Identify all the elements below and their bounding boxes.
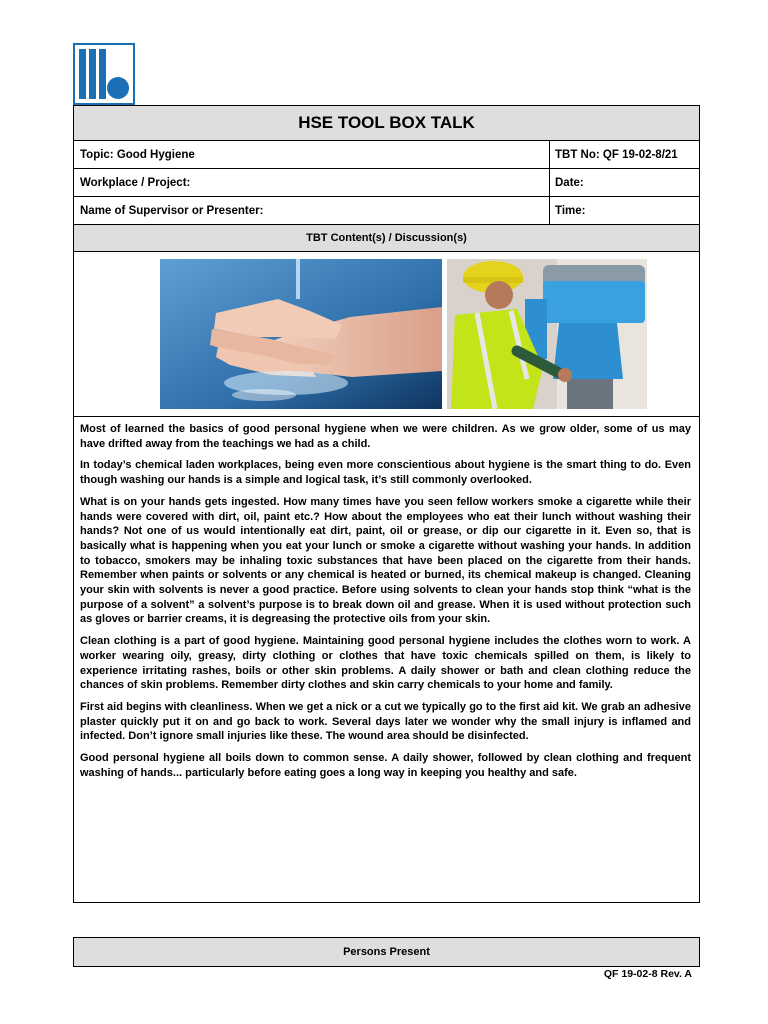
company-logo: [73, 43, 135, 105]
content-section-header: TBT Content(s) / Discussion(s): [74, 225, 699, 252]
worker-washing-station-photo: [447, 259, 647, 409]
time-label: Time:: [555, 204, 586, 217]
supervisor-row: [74, 197, 699, 225]
discussion-content: [80, 422, 691, 787]
workplace-row: [74, 169, 699, 197]
form-revision-footer: QF 19-02-8 Rev. A: [603, 968, 692, 980]
column-divider: [549, 141, 550, 225]
form-title: HSE TOOL BOX TALK: [74, 106, 699, 141]
paragraph: First aid begins with cleanliness. When we get a nick or a cut we typically go to the first aid kit. We grab an adhesive plaster quickly put it on and go back to work. Several days later we wonder why the small injury is inflamed and infected. Don’t ignore small injuries like these. The wound area should be disinfected.: [80, 700, 691, 743]
topic-label: Topic: Good Hygiene: [80, 148, 195, 161]
topic-row: [74, 141, 699, 169]
paragraph: Most of learned the basics of good personal hygiene when we were children. As we grow older, some of us may have drifted away from the teachings we had as a child.: [80, 423, 691, 450]
supervisor-label: Name of Supervisor or Presenter:: [80, 204, 264, 217]
persons-present-header: Persons Present: [73, 937, 700, 967]
paragraph: In today’s chemical laden workplaces, being even more conscientious about hygiene is the smart thing to do. Even though washing our hands is a simple and logical task, it’s still commonly overlooked.: [80, 459, 691, 487]
date-label: Date:: [555, 176, 584, 189]
toolbox-talk-form: [73, 105, 700, 903]
handwashing-photo: [160, 259, 442, 409]
paragraph: Good personal hygiene all boils down to common sense. A daily shower, followed by clean clothing and frequent washing of hands... particularly before eating goes a long way in keeping you healthy and safe.: [80, 752, 691, 779]
workplace-label: Workplace / Project:: [80, 176, 191, 189]
paragraph: What is on your hands gets ingested. How many times have you seen fellow workers smoke a cigarette while their hands were covered with dirt, oil, paint etc.? How about the employees who eat their lunch without washing their hands? Not one of us would intentionally eat dirt, paint, oil or grease, or dip our cigarette in it. Even so, that is basically what is happening when you eat your lunch or smoke a cigarette without washing your hands. In addition to tobacco, smokers may be inhaling toxic substances that have been placed on the cigarette from their hands. Remember when paints or solvents or any chemical is heated or burned, its chemical makeup is changed. Cleaning your skin with solvents is never a good practice. Before using solvents to clean your hands stop think “what is the purpose of a solvent” a solvent’s purpose is to break down oil and grease. When it is used without protection such as gloves or barrier creams, it is degreasing the protective oils from your skin.: [80, 495, 691, 626]
paragraph: Clean clothing is a part of good hygiene. Maintaining good personal hygiene includes the clothes worn to work. A worker wearing oily, greasy, dirty clothing or clothes that have toxic chemicals spilled on them, is likely to experience irritating rashes, boils or other skin problems. A daily shower or bath and clean clothing reduce the chances of skin problems. Remember dirty clothes and skin carry chemicals to your home and family.: [80, 635, 691, 692]
photos-row: [74, 252, 699, 417]
tbt-number: TBT No: QF 19-02-8/21: [555, 148, 678, 161]
